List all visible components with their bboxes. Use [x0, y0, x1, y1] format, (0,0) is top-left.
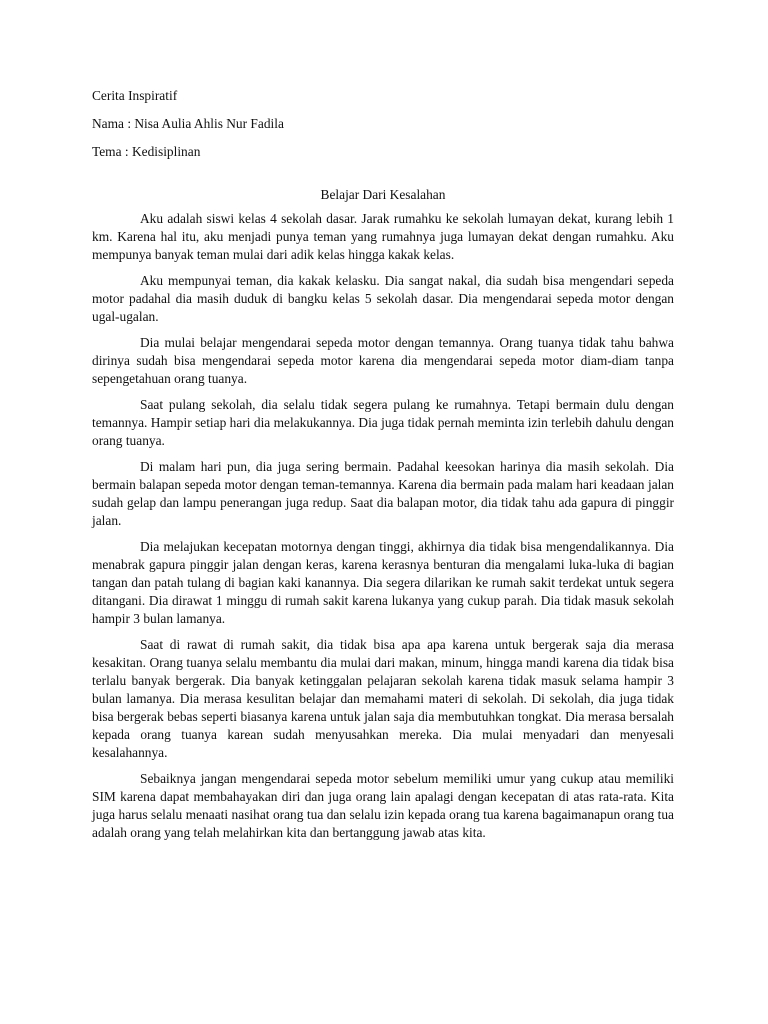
story-title: Belajar Dari Kesalahan: [320, 187, 446, 202]
paragraph-1: Aku adalah siswi kelas 4 sekolah dasar. Jarak rumahku ke sekolah lumayan dekat, kurang lebih 1 km. Karena hal itu, aku menjadi punya teman yang rumahnya juga lumayan dekat dengan rumahku. Aku mempunya banyak teman mulai dari adik kelas hingga kakak kelas.: [92, 211, 674, 262]
paragraph-6: Dia melajukan kecepatan motornya dengan tinggi, akhirnya dia tidak bisa mengendalikannya. Dia menabrak gapura pinggir jalan dengan keras, karena kerasnya benturan dia mengalami luka-luka di bagian tangan dan patah tulang di bagian kaki kanannya. Dia segera dilarikan ke rumah sakit terdekat untuk segera ditangani. Dia dirawat 1 minggu di rumah sakit karena lukanya yang cukup parah. Dia tidak masuk sekolah hampir 3 bulan lamanya.: [92, 539, 674, 626]
paragraph-3: Dia mulai belajar mengendarai sepeda motor dengan temannya. Orang tuanya tidak tahu bahwa dirinya sudah bisa mengendarai sepeda motor karena dia mengendarai sepeda motor diam-diam tanpa sepengetahuan orang tuanya.: [92, 335, 674, 386]
author-name-line: Nama : Nisa Aulia Ahlis Nur Fadila: [92, 116, 284, 131]
paragraph-4: Saat pulang sekolah, dia selalu tidak segera pulang ke rumahnya. Tetapi bermain dulu dengan temannya. Hampir setiap hari dia melakukannya. Dia juga tidak pernah meminta izin terlebih dahulu dengan orang tuanya.: [92, 397, 674, 448]
paragraph-7: Saat di rawat di rumah sakit, dia tidak bisa apa apa karena untuk bergerak saja dia merasa kesakitan. Orang tuanya selalu membantu dia mulai dari makan, minum, hingga mandi karena dia tidak bisa terlalu banyak bergerak. Dia banyak ketinggalan pelajaran sekolah karena tidak masuk selama hampir 3 bulan lamanya. Dia merasa kesulitan belajar dan memahami materi di sekolah. Di sekolah, dia juga tidak bisa bergerak bebas seperti biasanya karena untuk jalan saja dia membutuhkan tongkat. Dia merasa bersalah kepada orang tuanya karean sudah menyusahkan mereka. Dia mulai menyadari dan menyesali kesalahannya.: [92, 637, 674, 760]
paragraph-2: Aku mempunyai teman, dia kakak kelasku. Dia sangat nakal, dia sudah bisa mengendari sepeda motor padahal dia masih duduk di bangku kelas 5 sekolah dasar. Dia mengendarai sepeda motor dengan ugal-ugalan.: [92, 273, 674, 324]
document-label: Cerita Inspiratif: [92, 88, 178, 103]
paragraph-8: Sebaiknya jangan mengendarai sepeda motor sebelum memiliki umur yang cukup atau memiliki SIM karena dapat membahayakan diri dan juga orang lain apalagi dengan kecepatan di atas rata-rata. Kita juga harus selalu menaati nasihat orang tua dan selalu izin kepada orang tua karena bagaimanapun orang tua adalah orang yang telah melahirkan kita dan bertanggung jawab atas kita.: [92, 771, 674, 840]
paragraph-5: Di malam hari pun, dia juga sering bermain. Padahal keesokan harinya dia masih sekolah. Dia bermain balapan sepeda motor dengan teman-temannya. Karena dia bermain pada malam hari keadaan jalan sudah gelap dan lampu penerangan juga redup. Saat dia balapan motor, dia tidak tahu ada gapura di pinggir jalan.: [92, 459, 674, 528]
document-page: [92, 87, 674, 850]
theme-line: Tema : Kedisiplinan: [92, 144, 201, 159]
